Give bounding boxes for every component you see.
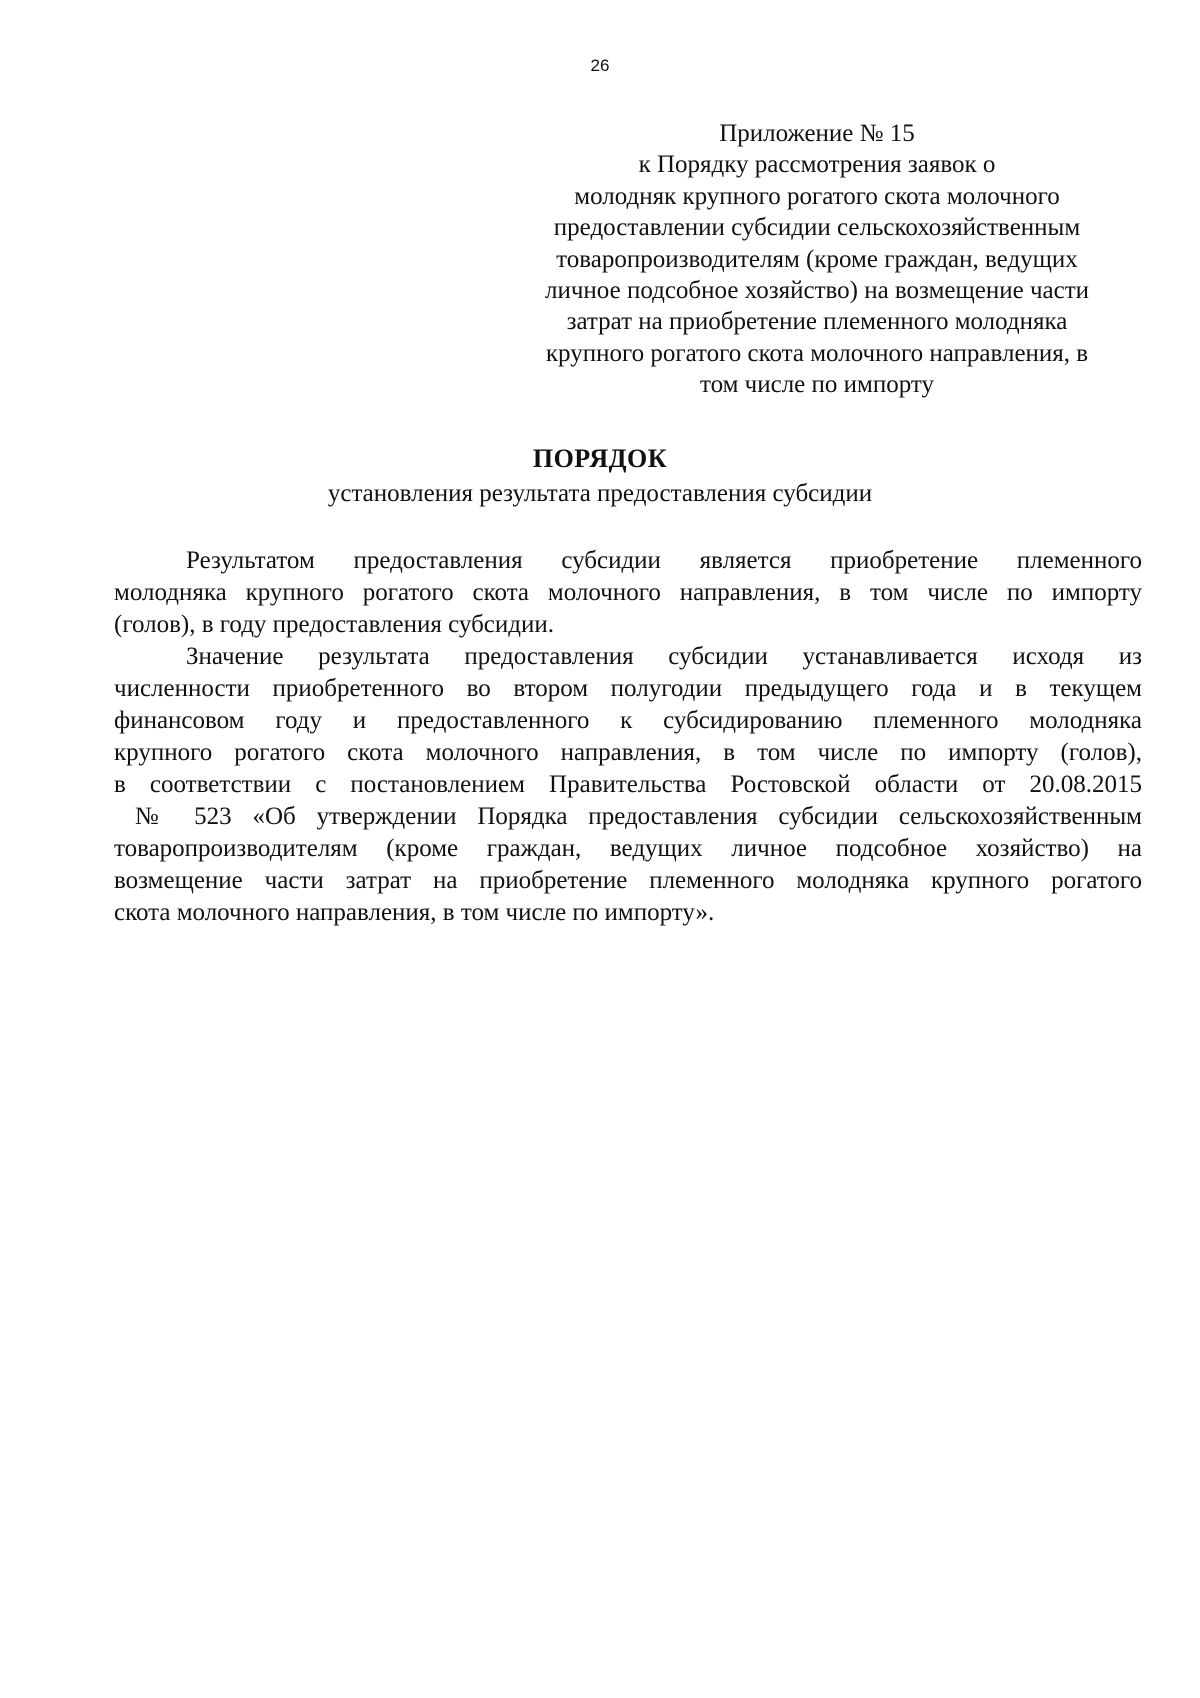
paragraph-result [114,545,1142,641]
appendix-line: личное подсобное хозяйство) на возмещение части [544,277,1090,305]
page-number: 26 [590,56,610,75]
paragraph-line: Значение результата предоставления субсидии устанавливается исходя из [186,643,1142,670]
paragraph-line: в соответствии с постановлением Правительства Ростовской области от 20.08.2015 [114,771,1142,798]
document-subtitle: установления результата предоставления субсидии [327,480,873,507]
paragraph-line: финансовом году и предоставленного к субсидированию племенного молодняка [114,707,1142,734]
appendix-line: предоставлении субсидии сельскохозяйственным [553,214,1081,242]
appendix-line: крупного рогатого скота молочного направления, в [545,339,1089,367]
paragraph-line: Результатом предоставления субсидии является приобретение племенного [186,547,1142,574]
paragraph-line: возмещение части затрат на приобретение племенного молодняка крупного рогатого [114,867,1142,894]
paragraph-value [114,641,1142,929]
appendix-line: затрат на приобретение племенного молодняка [566,308,1068,336]
appendix-header [492,118,1142,401]
document-body [114,545,1142,929]
paragraph-line: молодняка крупного рогатого скота молочного направления, в том числе по импорту [114,579,1142,606]
appendix-line: молодняк крупного рогатого скота молочного [574,182,1060,210]
appendix-line: к Порядку рассмотрения заявок о [638,151,996,179]
paragraph-line: товаропроизводителям (кроме граждан, ведущих личное подсобное хозяйство) на [114,835,1142,862]
paragraph-line: № 523 «Об утверждении Порядка предоставления субсидии сельскохозяйственным [114,803,1142,830]
document-title: ПОРЯДОК [532,444,668,473]
paragraph-line: крупного рогатого скота молочного направления, в том числе по импорту (голов), [114,739,1142,766]
appendix-line: Приложение № 15 [719,120,915,147]
paragraph-line: скота молочного направления, в том числе по импорту». [114,899,715,926]
paragraph-line: (голов), в году предоставления субсидии. [114,611,554,638]
appendix-line: том числе по импорту [699,371,935,399]
appendix-line: товаропроизводителям (кроме граждан, ведущих [556,245,1078,273]
paragraph-line: численности приобретенного во втором полугодии предыдущего года и в текущем [114,675,1142,702]
